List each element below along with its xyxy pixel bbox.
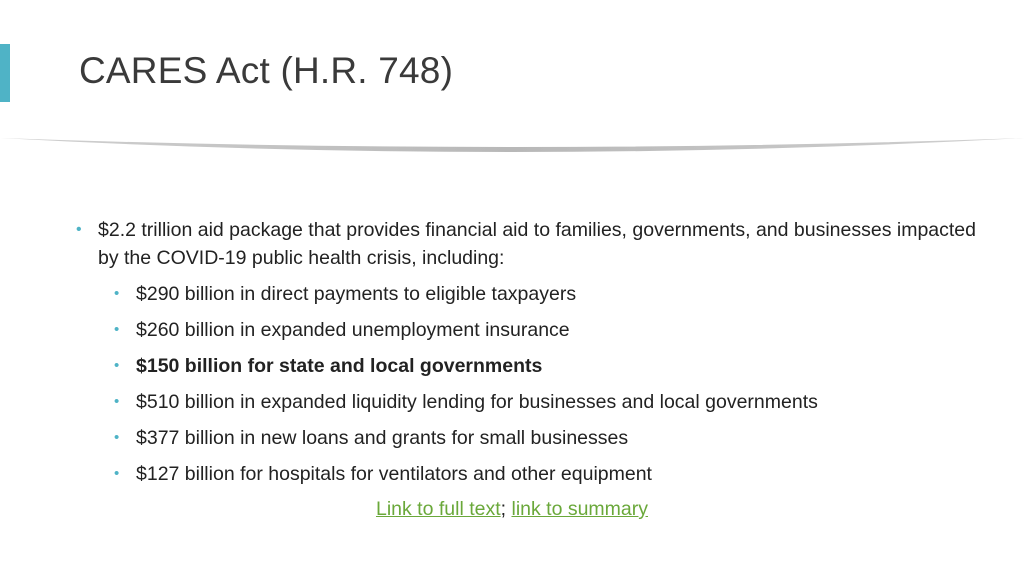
- sub-bullet-text: $377 billion in new loans and grants for small businesses: [136, 427, 629, 449]
- sub-bullet-text: $260 billion in expanded unemployment insurance: [136, 319, 570, 341]
- list-item: [114, 424, 976, 452]
- sub-bullet-text: $510 billion in expanded liquidity lending for businesses and local governments: [136, 391, 818, 413]
- bullet-dot-icon: •: [114, 393, 120, 410]
- slide-title: CARES Act (H.R. 748): [79, 50, 454, 91]
- bullet-dot-icon: •: [114, 465, 120, 482]
- list-item: [76, 216, 976, 488]
- bullet-dot-icon: •: [114, 321, 120, 338]
- link-separator: ;: [500, 498, 507, 520]
- bullet-dot-icon: •: [114, 429, 120, 446]
- full-text-link[interactable]: Link to full text: [375, 498, 501, 520]
- list-item: [114, 280, 976, 308]
- bullet-list: [76, 216, 976, 488]
- bullet-dot-icon: •: [114, 357, 120, 374]
- list-item: [114, 388, 976, 416]
- bullet-dot-icon: •: [76, 221, 82, 238]
- list-item: [114, 316, 976, 344]
- list-item: [114, 460, 976, 488]
- sub-bullet-text: $150 billion for state and local governments: [136, 355, 543, 377]
- bullet-dot-icon: •: [114, 285, 120, 302]
- sub-bullet-list: [114, 280, 976, 488]
- slide-content: [76, 216, 976, 496]
- title-divider: [0, 128, 1024, 168]
- sub-bullet-text: $127 billion for hospitals for ventilators and other equipment: [136, 463, 652, 485]
- main-bullet-text: $2.2 trillion aid package that provides financial aid to families, governments, and businesses impacted by the COVID-19 public health crisis, including:: [98, 219, 976, 269]
- sub-bullet-text: $290 billion in direct payments to eligible taxpayers: [136, 283, 577, 305]
- list-item: [114, 352, 976, 380]
- links-row: [0, 498, 1024, 521]
- title-accent-bar: [0, 44, 10, 102]
- summary-link[interactable]: link to summary: [511, 498, 649, 520]
